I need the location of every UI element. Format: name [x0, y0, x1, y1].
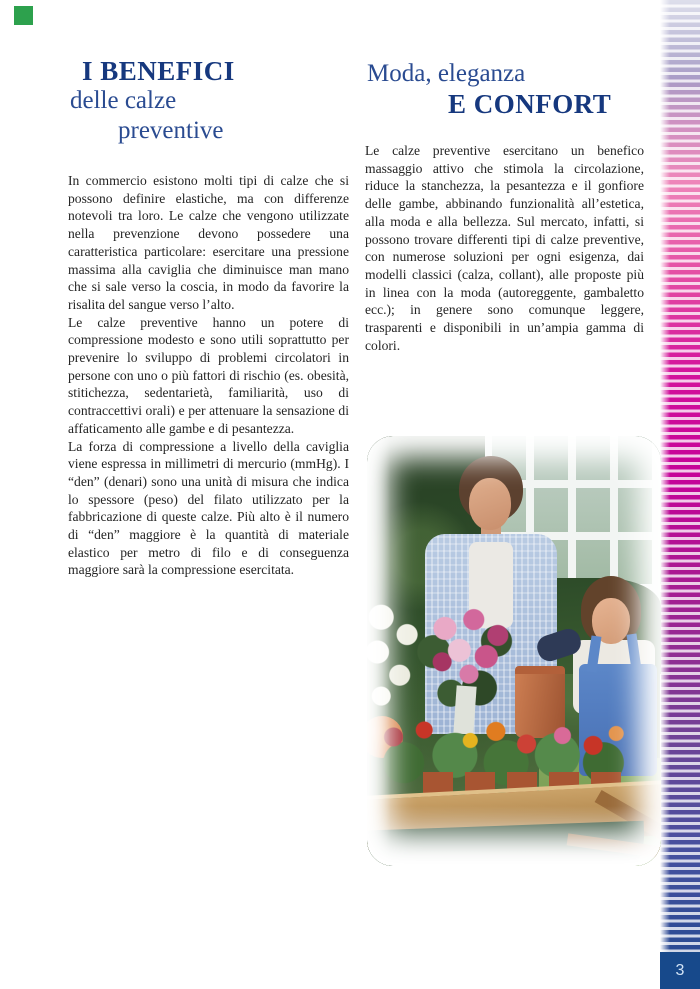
- right-heading-line2: E CONFORT: [448, 89, 612, 119]
- bouquet-pink-flowers: [421, 602, 517, 690]
- paragraph-benefits-2: Le calze preventive hanno un potere di compressione modesto e sono utili soprattutto per prevenire lo sviluppo di problemi circolatori in persone con uno o più fattori di rischio (es. obesità, stitichezza, sedentarietà, familiarità, uso di contraccettivi orali) e per attenuare la sensazione di affaticamento alle gambe e di pesantezza.: [68, 314, 349, 436]
- woman-face: [469, 478, 511, 530]
- right-heading-line1: Moda, eleganza: [367, 60, 526, 87]
- left-column-text: [68, 172, 349, 579]
- flower-row-blooms: [373, 716, 629, 786]
- striped-gradient-border: [660, 0, 700, 952]
- left-heading: [68, 56, 235, 146]
- paragraph-fashion-1: Le calze preventive esercitano un benefico massaggio attivo che stimola la circolazione, riduce la stanchezza, la pesantezza e il gonfiore delle gambe, abbinando funzionalità all’estetica, alla moda e alla bellezza. Sul mercato, infatti, si possono trovare differenti tipi di calze preventive, con numerose soluzioni per ogni esigenza, dai modelli classici (calza, collant), alle proposte più in linea con la moda (autoreggente, gambaletto ecc.); in genere sono comunque leggere, trasparenti e disponibili in un’ampia gamma di colori.: [365, 143, 644, 353]
- right-column-text: [365, 142, 644, 354]
- paragraph-benefits-1: In commercio esistono molti tipi di calze che si possono definire elastiche, ma con differenze notevoli tra loro. Le calze che vengono utilizzate nella prevenzione devono possedere una caratteristica particolare: esercitare una pressione massima alla caviglia che diminuisce man mano che si sale verso la coscia, in modo da favorire la risalita del sangue verso l’alto.: [68, 173, 349, 312]
- page-number: 3: [675, 961, 685, 979]
- green-corner-mark: [14, 6, 33, 25]
- page-number-box: [660, 952, 700, 989]
- garden-photo: [367, 436, 661, 866]
- left-heading-line3: preventive: [118, 117, 224, 144]
- left-heading-line2: delle calze: [70, 87, 177, 114]
- paragraph-benefits-3: La forza di compressione a livello della caviglia viene espressa in millimetri di mercurio (mmHg). I “den” (denari) sono una unità di misura che indica lo spessore (peso) del filato utilizzato per la fabbricazione di queste calze. Più alto è il numero di “den” maggiore è la quantità di materiale elastico per metro di filo e di conseguenza maggiore sarà la compressione esercitata.: [68, 438, 349, 578]
- left-heading-line1: I BENEFICI: [82, 56, 235, 86]
- right-heading: [365, 58, 611, 120]
